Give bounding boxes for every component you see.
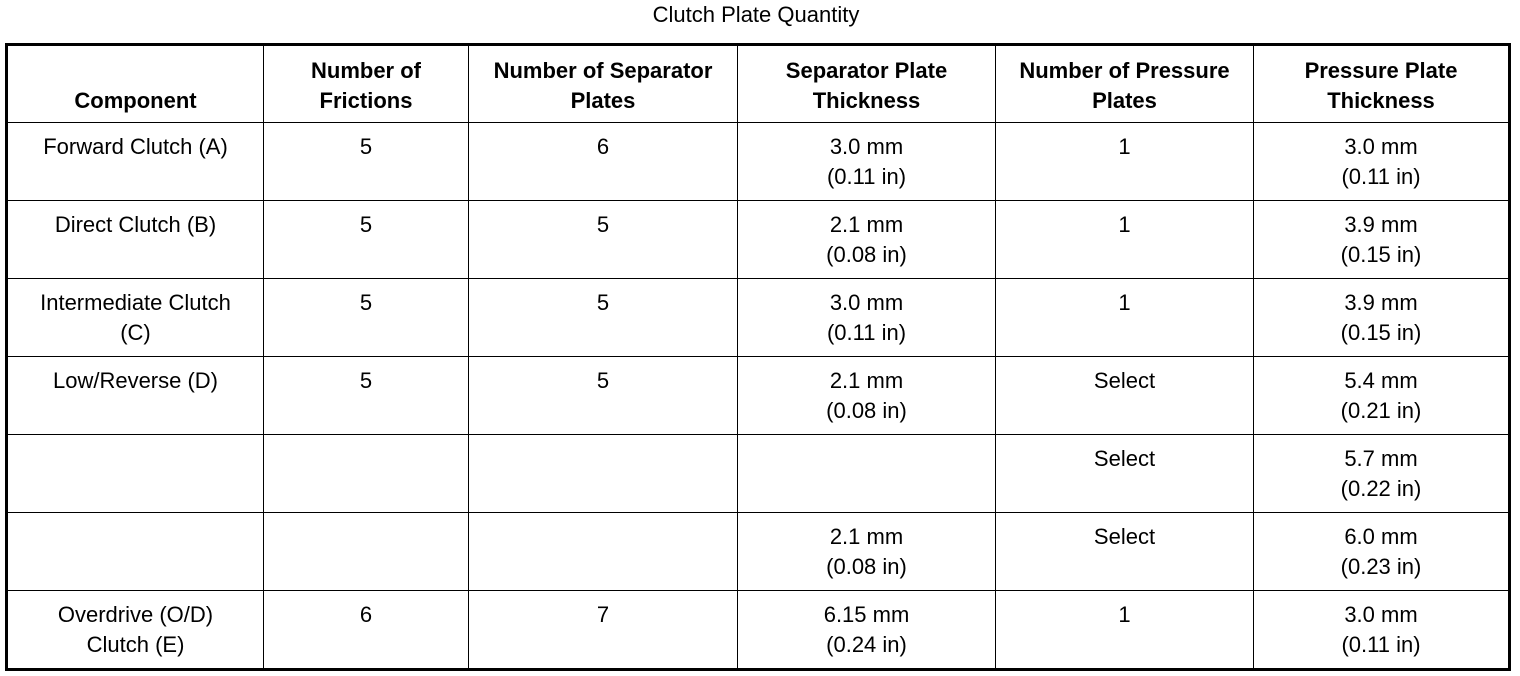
table-row [7, 591, 1510, 670]
cell-separator-plates [469, 435, 738, 513]
cell-frictions: 5 [264, 279, 469, 357]
cell-pressure-plates: Select [996, 357, 1254, 435]
cell-component [7, 435, 264, 513]
cell-pressure-thickness: 6.0 mm (0.23 in) [1254, 513, 1510, 591]
cell-component: Low/Reverse (D) [7, 357, 264, 435]
cell-separator-thickness: 2.1 mm (0.08 in) [738, 201, 996, 279]
cell-component: Direct Clutch (B) [7, 201, 264, 279]
header-separator-plates: Number of Separator Plates [469, 45, 738, 123]
header-pressure-plates: Number of Pressure Plates [996, 45, 1254, 123]
cell-pressure-plates: 1 [996, 591, 1254, 670]
header-pressure-thickness: Pressure Plate Thickness [1254, 45, 1510, 123]
cell-separator-thickness: 2.1 mm (0.08 in) [738, 513, 996, 591]
header-row [7, 45, 1510, 123]
cell-frictions: 5 [264, 123, 469, 201]
cell-frictions: 5 [264, 357, 469, 435]
table-row [7, 201, 1510, 279]
table-caption: Clutch Plate Quantity [652, 2, 860, 27]
cell-pressure-thickness: 3.0 mm (0.11 in) [1254, 591, 1510, 670]
cell-component: Forward Clutch (A) [7, 123, 264, 201]
cell-separator-thickness: 3.0 mm (0.11 in) [738, 123, 996, 201]
cell-component: Overdrive (O/D) Clutch (E) [7, 591, 264, 670]
cell-pressure-thickness: 5.7 mm (0.22 in) [1254, 435, 1510, 513]
cell-separator-thickness [738, 435, 996, 513]
cell-pressure-thickness: 3.9 mm (0.15 in) [1254, 279, 1510, 357]
cell-pressure-thickness: 5.4 mm (0.21 in) [1254, 357, 1510, 435]
cell-pressure-plates: 1 [996, 123, 1254, 201]
table-row [7, 513, 1510, 591]
cell-separator-thickness: 6.15 mm (0.24 in) [738, 591, 996, 670]
cell-frictions [264, 435, 469, 513]
cell-pressure-plates: 1 [996, 279, 1254, 357]
cell-frictions: 5 [264, 201, 469, 279]
table-row [7, 279, 1510, 357]
cell-separator-thickness: 2.1 mm (0.08 in) [738, 357, 996, 435]
cell-frictions: 6 [264, 591, 469, 670]
cell-pressure-thickness: 3.9 mm (0.15 in) [1254, 201, 1510, 279]
cell-separator-plates: 5 [469, 357, 738, 435]
cell-pressure-plates: 1 [996, 201, 1254, 279]
cell-separator-plates: 7 [469, 591, 738, 670]
cell-pressure-plates: Select [996, 435, 1254, 513]
header-separator-thickness: Separator Plate Thickness [738, 45, 996, 123]
cell-component: Intermediate Clutch (C) [7, 279, 264, 357]
cell-component [7, 513, 264, 591]
cell-separator-plates: 6 [469, 123, 738, 201]
table-row [7, 123, 1510, 201]
table-row [7, 357, 1510, 435]
cell-separator-plates: 5 [469, 201, 738, 279]
cell-frictions [264, 513, 469, 591]
cell-pressure-thickness: 3.0 mm (0.11 in) [1254, 123, 1510, 201]
header-frictions: Number of Frictions [264, 45, 469, 123]
cell-separator-plates: 5 [469, 279, 738, 357]
cell-separator-thickness: 3.0 mm (0.11 in) [738, 279, 996, 357]
header-component: Component [7, 45, 264, 123]
clutch-plate-table [5, 43, 1511, 671]
cell-separator-plates [469, 513, 738, 591]
cell-pressure-plates: Select [996, 513, 1254, 591]
table-row [7, 435, 1510, 513]
